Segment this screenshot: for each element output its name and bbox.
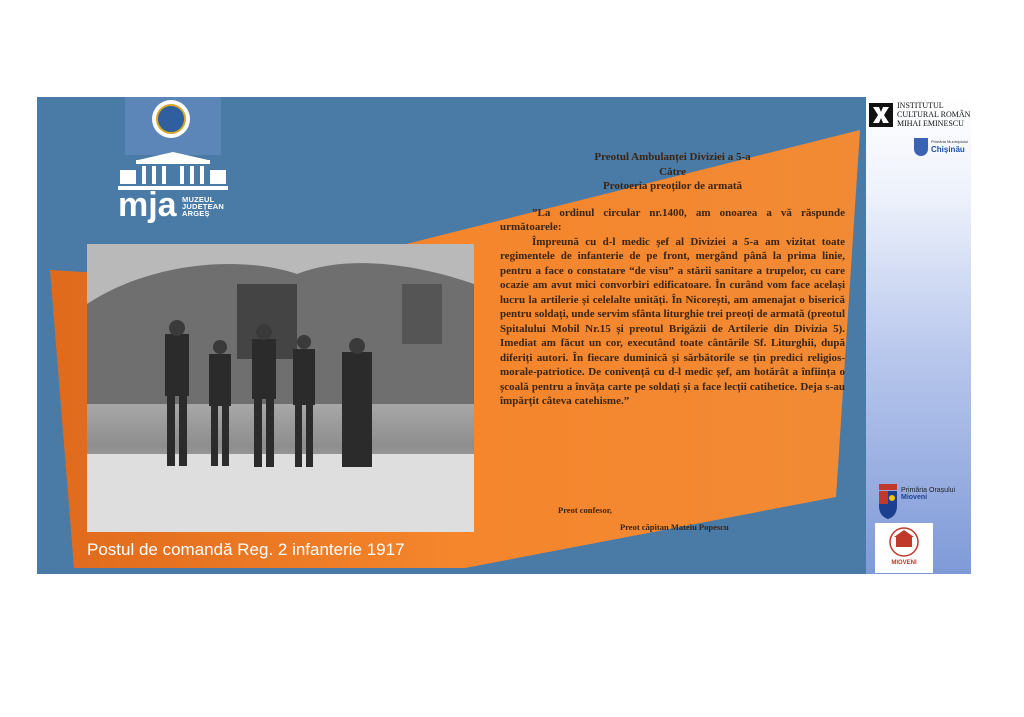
mioveni-center-logo: MIOVENI <box>875 523 933 573</box>
letter-text <box>500 150 845 409</box>
letter-signature-name: Preot căpitan Mateiu Popescu <box>620 522 729 532</box>
letter-signature-title: Preot confesor, <box>558 505 612 515</box>
letter-header-recipient: Protoeria preoților de armată <box>603 180 742 192</box>
icr-cross-icon <box>869 103 893 127</box>
letter-header-sender: Preotul Ambulanței Diviziei a 5-a <box>594 151 751 163</box>
museum-building-logo-icon <box>118 150 228 230</box>
photo-caption: Postul de comandă Reg. 2 infanterie 1917 <box>87 540 405 559</box>
historical-photo <box>87 244 474 532</box>
museum-logo-letters: mja <box>118 186 177 224</box>
letter-header-to: Către <box>659 165 686 178</box>
mioveni-shield-icon <box>877 484 899 520</box>
chisinau-shield-icon <box>914 138 928 156</box>
letter-paragraph-1: ”La ordinul circular nr.1400, am onoarea a vă răspunde următoarele: <box>500 206 845 233</box>
museum-name: MUZEUL JUDEȚEAN ARGEȘ <box>182 195 225 218</box>
letter-paragraph-2: Împreună cu d-l medic șef al Diviziei a 5-a am vizitat toate regimentele de infanterie de pe front, mergând până la prima linie, pentru a face o constatare “de visu” a stării sanitare a trupelor, cu care ocazie am avut mici convorbiri edificatoare. În curând vom face același lucru la artilerie și celelalte unități. În Nicorești, am amenajat o biserică pentru soldați, unde servim sfânta liturghie trei preoți de armată (preotul Spitalului Mobil Nr.15 și preotul Brigăzii de Artilerie din Divizia 5). Imediat am făcut un cor, executând toate cântările Sf. Liturghii, după diferiți autori. În fiecare duminică și sărbătorile se țin predici religios-morale-patriotice. De conivență cu d-l medic șef, am hotărât a înființa o școală pentru a învăța carte pe soldați și a face lecții catihetice. Deja s-au împărțit câteva catehisme.” <box>500 235 845 407</box>
mioveni-center-emblem-icon <box>875 523 933 559</box>
county-crest-icon <box>152 100 190 138</box>
